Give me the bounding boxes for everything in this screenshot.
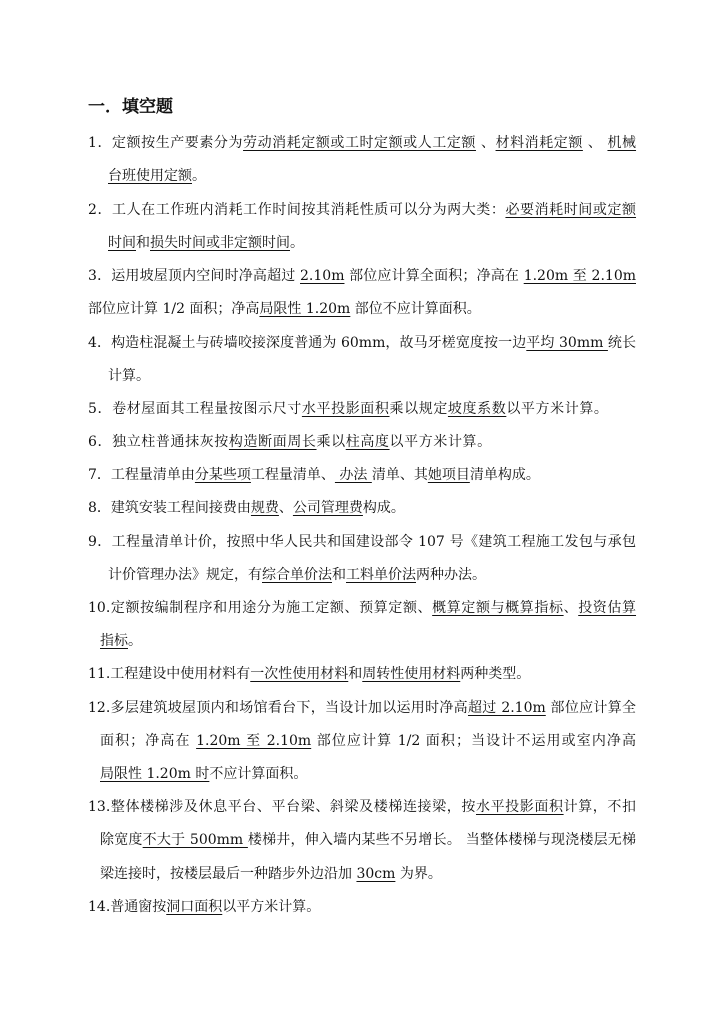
text-segment: 和 — [136, 235, 150, 251]
text-segment: 部位应计算 1/2 面积；净高 — [88, 301, 260, 317]
item-6-line-1 — [88, 432, 492, 452]
item-14-line-1 — [88, 897, 320, 917]
answer-underline: 不大于 500mm — [142, 832, 248, 848]
answer-underline: 构造断面周长 — [228, 434, 317, 450]
item-13-line-3 — [100, 864, 442, 884]
text-segment: 部位应计算 1/2 面积；当设计不运用或室内净高 — [311, 733, 637, 749]
text-segment: 计算。 — [108, 368, 150, 384]
answer-underline: 周转性使用材料 — [362, 666, 461, 682]
text-segment: 部位应计算全面积；净高在 — [344, 268, 524, 284]
text-segment: 除宽度 — [100, 832, 143, 848]
text-segment: 6．独立柱普通抹灰按 — [88, 434, 229, 450]
answer-underline: 规费 — [250, 500, 279, 516]
item-3-line-1 — [88, 266, 636, 286]
text-segment: 、 — [278, 500, 293, 516]
text-segment: 2．工人在工作班内消耗工作时间按其消耗性质可以分为两大类： — [88, 202, 506, 218]
text-segment: 计价管理办法》规定，有 — [108, 567, 262, 583]
item-13-line-1 — [88, 797, 636, 817]
text-segment: 梁连接时，按楼层最后一种踏步外边沿加 — [100, 866, 357, 882]
text-segment: 5．卷材屋面其工程量按图示尺寸 — [88, 401, 302, 417]
answer-underline: 1.20m 至 2.10m — [523, 268, 636, 284]
text-segment: 以平方米计算。 — [389, 434, 492, 450]
text-segment: 楼梯井，伸入墙内某些不另增长。 当整体楼梯与现浇楼层无梯 — [247, 832, 637, 848]
answer-underline: 一次性使用材料 — [250, 666, 349, 682]
text-segment: 乘以 — [316, 434, 346, 450]
text-segment: 乘以规定 — [389, 401, 448, 417]
text-segment: 两种办法。 — [416, 567, 486, 583]
text-segment: 面积；净高在 — [100, 733, 197, 749]
item-4-line-1 — [88, 333, 636, 353]
section-heading: 一．填空题 — [88, 97, 173, 117]
text-segment: 、 — [582, 135, 608, 151]
text-segment: 13.整体楼梯涉及休息平台、平台梁、斜梁及楼梯连接梁，按 — [88, 799, 476, 815]
text-segment: 以平方米计算。 — [506, 401, 609, 417]
answer-underline: 工料单价法 — [346, 567, 416, 583]
answer-underline: 她项目 — [427, 467, 470, 483]
text-segment: 部位应计算全 — [545, 700, 637, 716]
item-7-line-1 — [88, 465, 540, 485]
item-10-line-1 — [88, 598, 636, 618]
text-segment: 。 — [290, 235, 304, 251]
text-segment: 1．定额按生产要素分为 — [88, 135, 244, 151]
answer-underline: 投资估算 — [578, 600, 637, 616]
text-segment: 两种类型。 — [460, 666, 531, 682]
text-segment: 4．构造柱混凝土与砖墙咬接深度普通为 60mm，故马牙槎宽度按一边 — [88, 335, 527, 351]
answer-underline: 局限性 1.20m — [259, 301, 351, 317]
answer-underline: 分某些项 — [194, 467, 251, 483]
answer-underline: 时间 — [108, 235, 136, 251]
item-2-line-2 — [108, 233, 304, 253]
answer-underline: 损失时间或非定额时间 — [150, 235, 290, 251]
item-8-line-1 — [88, 498, 405, 518]
text-segment: 清单构成。 — [469, 467, 540, 483]
item-13-line-2 — [100, 830, 636, 850]
answer-underline: 超过 2.10m — [467, 700, 546, 716]
text-segment: 清单、其 — [371, 467, 428, 483]
text-segment: 部位不应计算面积。 — [350, 301, 481, 317]
text-segment: 12.多层建筑坡屋顶内和场馆看台下，当设计加以运用时净高 — [88, 700, 468, 716]
item-11-line-1 — [88, 664, 530, 684]
text-segment: 10.定额按编制程序和用途分为施工定额、预算定额、 — [88, 600, 433, 616]
answer-underline: 办法 — [334, 467, 372, 483]
text-segment: 3．运用坡屋顶内空间时净高超过 — [88, 268, 301, 284]
text-segment: 。 — [128, 633, 142, 649]
text-segment: 14.普通窗按 — [88, 899, 167, 915]
answer-underline: 指标 — [100, 633, 128, 649]
answer-underline: 柱高度 — [345, 434, 390, 450]
text-segment: 、 — [475, 135, 496, 151]
answer-underline: 机械 — [607, 135, 637, 151]
item-9-line-1 — [88, 532, 636, 552]
text-segment: 8．建筑安装工程间接费由 — [88, 500, 251, 516]
item-3-line-2 — [88, 299, 481, 319]
answer-underline: 劳动消耗定额或工时定额或人工定额 — [243, 135, 476, 151]
text-segment: 11.工程建设中使用材料有 — [88, 666, 251, 682]
text-segment: 工程量清单、 — [250, 467, 335, 483]
item-1-line-1 — [88, 133, 636, 153]
item-10-line-2 — [100, 631, 142, 651]
text-segment: 不应计算面积。 — [209, 766, 308, 782]
item-12-line-1 — [88, 698, 636, 718]
item-5-line-1 — [88, 399, 609, 419]
text-segment: 以平方米计算。 — [222, 899, 321, 915]
answer-underline: 2.10m — [300, 268, 345, 284]
answer-underline: 局限性 1.20m 时 — [100, 766, 210, 782]
answer-underline: 台班使用定额 — [108, 168, 192, 184]
text-segment: 。 — [192, 168, 206, 184]
item-4-line-2 — [108, 366, 150, 386]
answer-underline: 综合单价法 — [262, 567, 332, 583]
item-12-line-3 — [100, 764, 307, 784]
item-12-line-2 — [100, 731, 636, 751]
text-segment: 和 — [332, 567, 346, 583]
item-9-line-2 — [108, 565, 486, 585]
text-segment: 9．工程量清单计价，按照中华人民共和国建设部令 107 号《建筑工程施工发包与承包 — [88, 534, 636, 550]
answer-underline: 30cm — [356, 866, 396, 882]
answer-underline: 公司管理费 — [292, 500, 363, 516]
answer-underline: 必要消耗时间或定额 — [505, 202, 637, 218]
answer-underline: 材料消耗定额 — [495, 135, 583, 151]
text-segment: 和 — [348, 666, 363, 682]
answer-underline: 概算定额与概算指标 — [432, 600, 564, 616]
item-2-line-1 — [88, 200, 636, 220]
answer-underline: 1.20m 至 2.10m — [196, 733, 312, 749]
answer-underline: 水平投影面积 — [475, 799, 564, 815]
text-segment: 为界。 — [395, 866, 442, 882]
text-segment: 构成。 — [362, 500, 405, 516]
answer-underline: 平均 30mm — [526, 335, 608, 351]
answer-underline: 洞口面积 — [166, 899, 223, 915]
text-segment: 计算，不扣 — [563, 799, 637, 815]
answer-underline: 坡度系数 — [447, 401, 507, 417]
text-segment: 、 — [563, 600, 579, 616]
text-segment: 7．工程量清单由 — [88, 467, 195, 483]
item-1-line-2 — [108, 166, 206, 186]
answer-underline: 水平投影面积 — [301, 401, 390, 417]
text-segment: 统长 — [607, 335, 636, 351]
